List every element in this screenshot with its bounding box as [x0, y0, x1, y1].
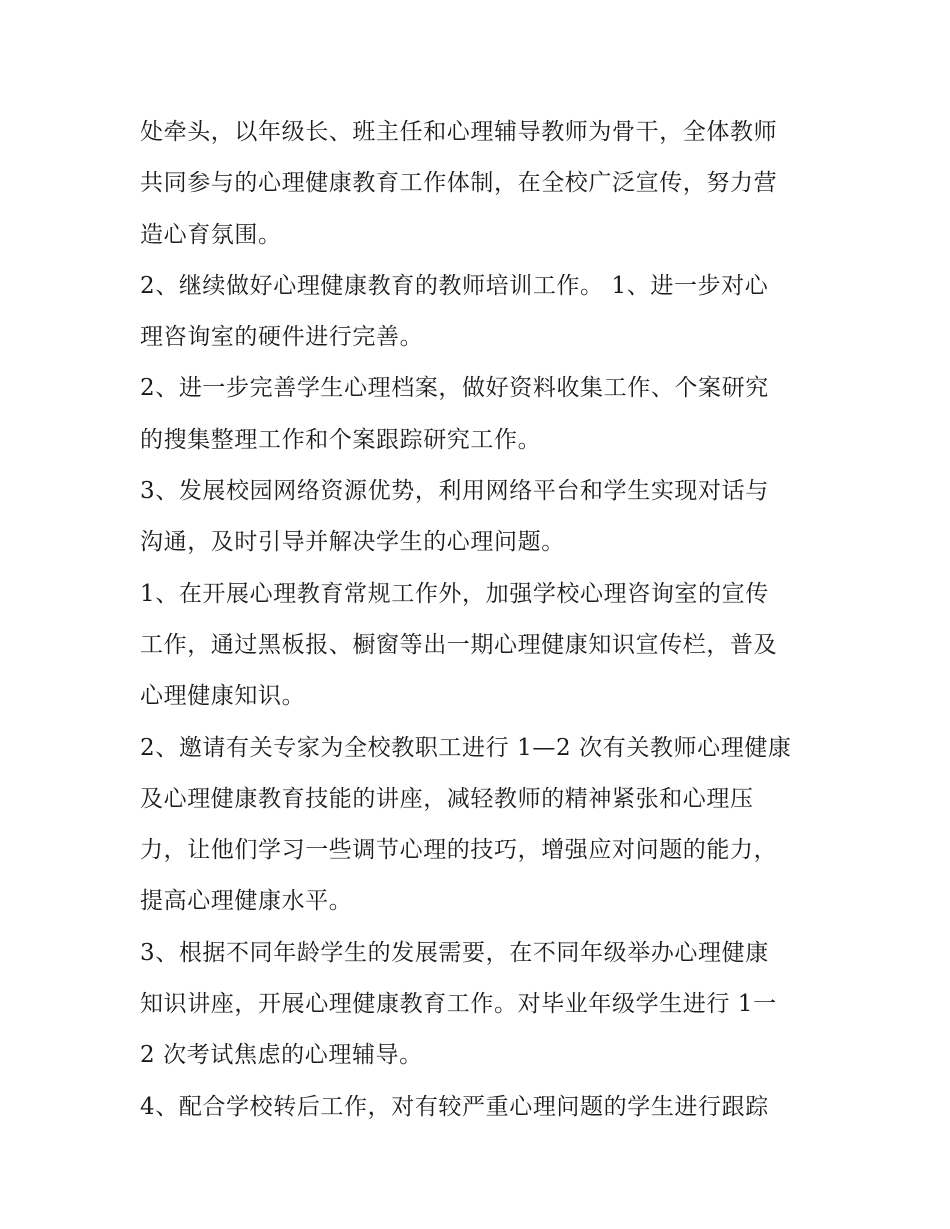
- text-line: 心理健康知识。: [140, 683, 306, 710]
- text-line: 3、根据不同年龄学生的发展需要，在不同年级举办心理健康: [140, 939, 769, 966]
- text-line: 2、邀请有关专家为全校教职工进行 1—2 次有关教师心理健康: [140, 734, 792, 761]
- text-line: 3、发展校园网络资源优势，利用网络平台和学生实现对话与: [140, 478, 769, 505]
- text-line: 理咨询室的硬件进行完善。: [140, 324, 424, 351]
- text-line: 力，让他们学习一些调节心理的技巧，增强应对问题的能力，: [140, 837, 778, 864]
- text-line: 工作，通过黑板报、橱窗等出一期心理健康知识宣传栏，普及: [140, 631, 778, 658]
- text-line: 知识讲座，开展心理健康教育工作。对毕业年级学生进行 1一: [140, 991, 777, 1018]
- text-line: 造心育氛围。: [140, 221, 282, 248]
- text-line: 及心理健康教育技能的讲座，减轻教师的精神紧张和心理压: [140, 785, 754, 812]
- text-line: 2 次考试焦虑的心理辅导。: [140, 1042, 423, 1069]
- text-line: 4、配合学校转后工作，对有较严重心理问题的学生进行跟踪: [140, 1093, 769, 1120]
- text-line: 1、在开展心理教育常规工作外，加强学校心理咨询室的宣传: [140, 580, 769, 607]
- text-line: 2、继续做好心理健康教育的教师培训工作。 1、进一步对心: [140, 272, 769, 299]
- text-line: 处牵头，以年级长、班主任和心理辅导教师为骨干，全体教师: [140, 119, 778, 145]
- text-line: 的搜集整理工作和个案跟踪研究工作。: [140, 426, 542, 453]
- text-line: 2、进一步完善学生心理档案，做好资料收集工作、个案研究: [140, 375, 769, 402]
- text-line: 提高心理健康水平。: [140, 888, 353, 915]
- text-line: 沟通，及时引导并解决学生的心理问题。: [140, 529, 565, 556]
- text-line: 共同参与的心理健康教育工作体制，在全校广泛宣传，努力营: [140, 170, 778, 197]
- document-body: [140, 107, 820, 1133]
